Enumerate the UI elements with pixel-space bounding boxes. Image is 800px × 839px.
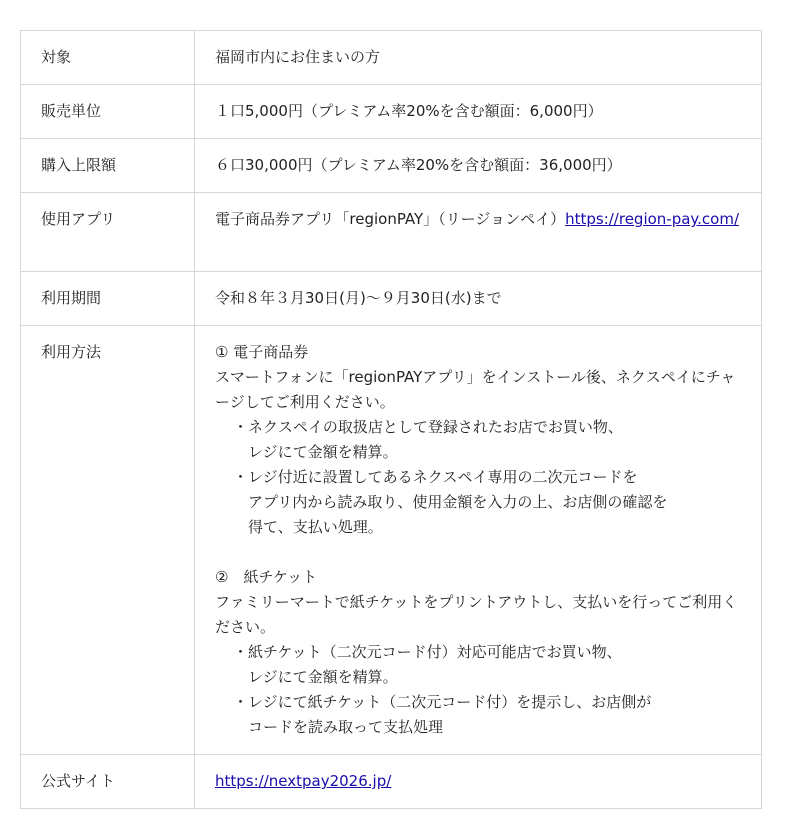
- row-label-purchase-limit: 購入上限額: [21, 139, 195, 193]
- bullet-continuation: コードを読み取って支払処理: [248, 718, 444, 736]
- row-value-official-site: [195, 755, 762, 809]
- section-heading-paper: ② 紙チケット: [215, 568, 318, 586]
- bullet-continuation: 得て、支払い処理。: [248, 518, 383, 536]
- region-pay-link[interactable]: https://region-pay.com/: [565, 210, 740, 228]
- row-label-official-site: 公式サイト: [21, 755, 195, 809]
- row-value-usage: [195, 326, 762, 755]
- bullet-item: ・レジにて紙チケット（二次元コード付）を提示し、お店側が: [233, 693, 652, 711]
- bullet-continuation: レジにて金額を精算。: [248, 443, 398, 461]
- official-site-link[interactable]: https://nextpay2026.jp/: [215, 772, 392, 790]
- section-heading-electronic: ① 電子商品券: [215, 343, 309, 361]
- bullet-item: ・紙チケット（二次元コード付）対応可能店でお買い物、: [233, 643, 622, 661]
- table-row: [21, 272, 762, 326]
- table-row: [21, 755, 762, 809]
- row-value-app: [195, 193, 762, 272]
- row-label-sales-unit: 販売単位: [21, 85, 195, 139]
- table-row: [21, 85, 762, 139]
- bullet-continuation: アプリ内から読み取り、使用金額を入力の上、お店側の確認を: [248, 493, 668, 511]
- row-value-period: 令和８年３月30日(月)～９月30日(水)まで: [195, 272, 762, 326]
- row-label-target: 対象: [21, 31, 195, 85]
- info-table: [20, 30, 762, 809]
- bullet-item: ・レジ付近に設置してあるネクスペイ専用の二次元コードを: [233, 468, 638, 486]
- section-intro-electronic: スマートフォンに「regionPAYアプリ」をインストール後、ネクスペイにチャージしてご利用ください。: [215, 368, 736, 411]
- app-description: 電子商品券アプリ「regionPAY」（リージョンペイ）: [215, 210, 566, 228]
- row-label-usage: 利用方法: [21, 326, 195, 755]
- table-row: [21, 139, 762, 193]
- section-spacer: [215, 540, 745, 565]
- row-label-period: 利用期間: [21, 272, 195, 326]
- section-intro-paper: ファミリーマートで紙チケットをプリントアウトし、支払いを行ってご利用ください。: [215, 593, 738, 636]
- row-value-target: 福岡市内にお住まいの方: [195, 31, 762, 85]
- table-row: [21, 31, 762, 85]
- row-value-purchase-limit: ６口30,000円（プレミアム率20%を含む額面：36,000円）: [195, 139, 762, 193]
- row-value-sales-unit: １口5,000円（プレミアム率20%を含む額面：6,000円）: [195, 85, 762, 139]
- table-row: [21, 326, 762, 755]
- bullet-continuation: レジにて金額を精算。: [248, 668, 398, 686]
- table-row: [21, 193, 762, 272]
- row-label-app: 使用アプリ: [21, 193, 195, 272]
- bullet-item: ・ネクスペイの取扱店として登録されたお店でお買い物、: [233, 418, 623, 436]
